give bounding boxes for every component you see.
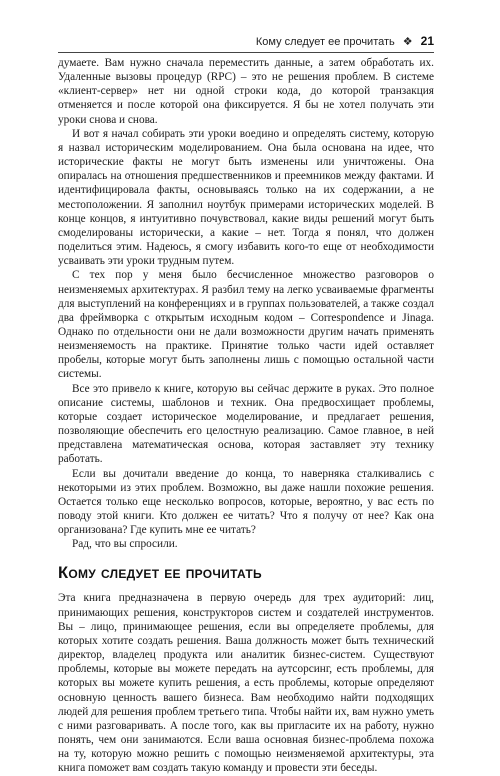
paragraph: Все это привело к книге, которую вы сейчас держите в руках. Это полное описание системы, шаблонов и техник. Она предвосхищает проблемы, которые создает историческое моделирование, и предлагает решения, позволяющие обеспечить его целостную реализацию. Самое главное, в ней представлена математическая основа, которая заставляет эту технику работать. <box>58 382 434 466</box>
paragraph: И вот я начал собирать эти уроки воедино и определять систему, которую я назвал историческим моделированием. Она была основана на идее, что исторические факты не могут быть изменены или уничтожены. Она опиралась на отношения предшественников и преемников между фактами. И идентифицировала факты, основываясь только на их содержании, а не местоположении. Я заполнил ноутбук примерами исторических моделей. В конце концов, я интуитивно почувствовал, какие виды решений могут быть смоделированы исторически, а какие – нет. Тогда я понял, что должен поделиться этим. Надеюсь, я смогу избавить кого-то еще от необходимости усваивать эти уроки трудным путем. <box>58 127 434 268</box>
ornament-icon: ❖ <box>402 36 413 48</box>
running-header <box>58 34 434 52</box>
paragraph: Если вы дочитали введение до конца, то наверняка сталкивались с некоторыми из этих проблем. Возможно, вы даже нашли похожие решения. Остается только еще несколько вопросов, которые, вероятно, у вас есть по поводу этой книги. Кто должен ее читать? Что я получу от нее? Как она организована? Где купить мне ее читать? <box>58 467 434 537</box>
paragraph: Рад, что вы спросили. <box>72 538 178 551</box>
page-number: 21 <box>420 34 434 48</box>
header-rule <box>58 52 434 53</box>
paragraph: думаете. Вам нужно сначала переместить данные, а затем обработать их. Удаленные вызовы процедур (RPC) – это не решения проблем. В системе «клиент-сервер» нет ни одной строки кода, до которой транзакция отменяется и после которой она фиксируется. Я бы не хотел получать эти уроки снова и снова. <box>58 57 434 126</box>
running-title: Кому следует ее прочитать <box>255 36 395 48</box>
page-body <box>58 56 434 776</box>
paragraph: С тех пор у меня было бесчисленное множество разговоров о неизменяемых архитектурах. Я разбил тему на легко усваиваемые фрагменты для выступлений на конференциях и в группах пользователей, а также создал два фреймворка с открытым исходным кодом – Correspondence и Jinaga. Однако по отдельности они не дали возможности другим начать применять неизменяемость на практике. Принятие только части идей оставляет пробелы, которые могут быть заполнены лишь с помощью остальной части системы. <box>58 269 434 381</box>
section-paragraph: Эта книга предназначена в первую очередь для трех аудиторий: лиц, принимающих решения, конструкторов систем и создателей инструментов. Вы – лицо, принимающее решения, если вы определяете проблемы, для которых хотите создать решения. Ваша должность может быть технический директор, владелец продукта или аналитик бизнес-систем. Существуют проблемы, которые вы можете передать на аутсорсинг, есть проблемы, для которых вы можете купить решения, а есть проблемы, которые определяют основную ценность вашего бизнеса. Вам необходимо найти подходящих людей для решения проблем третьего типа. Чтобы найти их, вам нужно уметь с ними разговаривать. А после того, как вы пригласите их на работу, нужно понять, чем они занимаются. Если ваша основная бизнес-проблема похожа на ту, которую можно решить с помощью неизменяемой архитектуры, эта книга поможет вам создать такую команду и провести эти беседы. <box>58 592 434 775</box>
section-heading: Кому следует ее прочитать <box>58 564 262 583</box>
